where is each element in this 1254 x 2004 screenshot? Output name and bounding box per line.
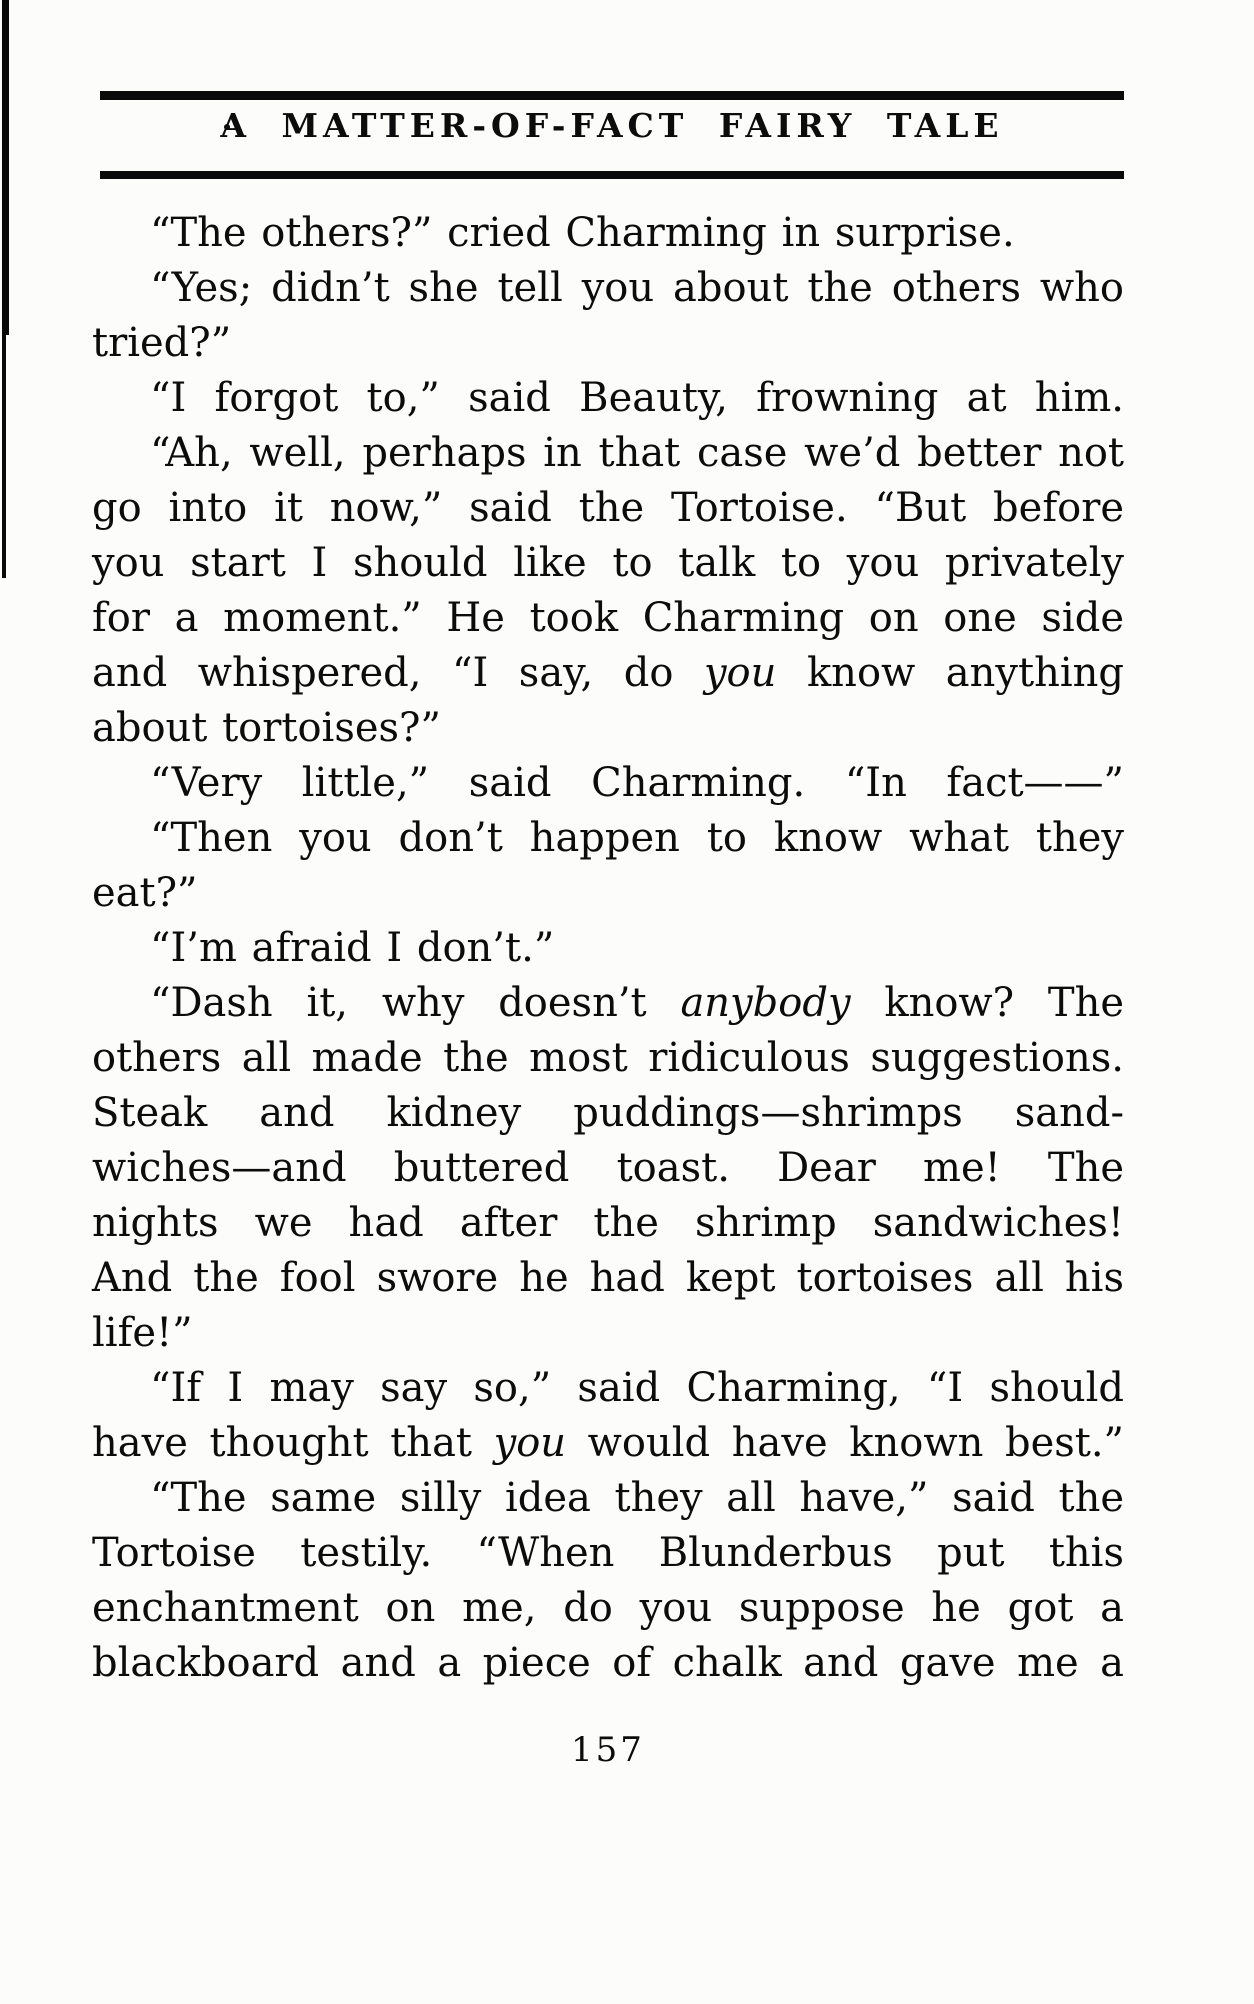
text-line xyxy=(92,316,1124,371)
text-segment: enchantment on me, do you suppose he got a xyxy=(92,1585,1124,1631)
page-number: 157 xyxy=(571,1730,645,1770)
italic-word: you xyxy=(493,1420,567,1466)
text-segment: “I’m afraid I don’t.” xyxy=(150,925,555,971)
text-line xyxy=(92,371,1124,426)
text-segment: “Yes; didn’t she tell you about the others who xyxy=(150,265,1124,311)
text-segment: you start I should like to talk to you privately xyxy=(92,540,1124,586)
text-line xyxy=(92,1416,1124,1471)
text-line xyxy=(92,1581,1124,1636)
text-line xyxy=(92,1361,1124,1416)
text-line xyxy=(92,1141,1124,1196)
text-segment: wiches—and buttered toast. Dear me! The xyxy=(92,1145,1124,1191)
text-line xyxy=(92,1251,1124,1306)
text-segment: “Dash it, why doesn’t xyxy=(150,980,681,1026)
text-line xyxy=(92,591,1124,646)
text-line xyxy=(92,536,1124,591)
text-line xyxy=(92,481,1124,536)
italic-word: you xyxy=(703,650,777,696)
text-line xyxy=(92,866,1124,921)
text-segment: life!” xyxy=(92,1310,193,1356)
body-text xyxy=(92,206,1124,1691)
text-line xyxy=(92,1086,1124,1141)
text-segment: for a moment.” He took Charming on one side xyxy=(92,595,1124,641)
italic-word: anybody xyxy=(680,980,851,1026)
text-segment: And the fool swore he had kept tortoises all his xyxy=(92,1255,1124,1301)
text-segment: about tortoises?” xyxy=(92,705,441,751)
text-line xyxy=(92,206,1124,261)
text-segment: “Then you don’t happen to know what they xyxy=(150,815,1124,861)
text-segment: blackboard and a piece of chalk and gave me a xyxy=(92,1640,1124,1686)
text-segment: nights we had after the shrimp sandwiches! xyxy=(92,1200,1124,1246)
text-segment: “I forgot to,” said Beauty, frowning at him. xyxy=(150,375,1124,421)
text-line xyxy=(92,756,1124,811)
text-line xyxy=(92,976,1124,1031)
header-rule-bottom xyxy=(100,171,1124,179)
text-line xyxy=(92,1306,1124,1361)
text-segment: would have known best.” xyxy=(566,1420,1125,1466)
text-segment: know? The xyxy=(850,980,1125,1026)
text-line xyxy=(92,1526,1124,1581)
text-line xyxy=(92,811,1124,866)
text-line xyxy=(92,1471,1124,1526)
text-segment: others all made the most ridiculous suggestions. xyxy=(92,1035,1124,1081)
text-segment: eat?” xyxy=(92,870,198,916)
text-segment: go into it now,” said the Tortoise. “But before xyxy=(92,485,1124,531)
text-segment: know anything xyxy=(776,650,1125,696)
text-segment: “Ah, well, perhaps in that case we’d better not xyxy=(150,430,1124,476)
text-line xyxy=(92,1031,1124,1086)
text-line xyxy=(92,1196,1124,1251)
text-line xyxy=(92,921,1124,976)
scan-gutter-bar xyxy=(2,0,9,335)
running-head-title: A MATTER-OF-FACT FAIRY TALE xyxy=(220,106,1004,145)
text-line xyxy=(92,701,1124,756)
text-line xyxy=(92,261,1124,316)
text-segment: Steak and kidney puddings—shrimps sand- xyxy=(92,1090,1124,1136)
scan-gutter-bar-lower xyxy=(2,335,6,578)
text-line xyxy=(92,1636,1124,1691)
text-line xyxy=(92,646,1124,701)
text-segment: and whispered, “I say, do xyxy=(92,650,704,696)
text-segment: “If I may say so,” said Charming, “I should xyxy=(150,1365,1124,1411)
text-segment: “Very little,” said Charming. “In fact——” xyxy=(150,760,1124,806)
text-line xyxy=(92,426,1124,481)
text-segment: have thought that xyxy=(92,1420,494,1466)
text-segment: “The same silly idea they all have,” said the xyxy=(150,1475,1124,1521)
text-segment: tried?” xyxy=(92,320,232,366)
text-segment: “The others?” cried Charming in surprise. xyxy=(150,210,1015,256)
header-rule-top xyxy=(100,91,1124,100)
text-segment: Tortoise testily. “When Blunderbus put this xyxy=(92,1530,1124,1576)
